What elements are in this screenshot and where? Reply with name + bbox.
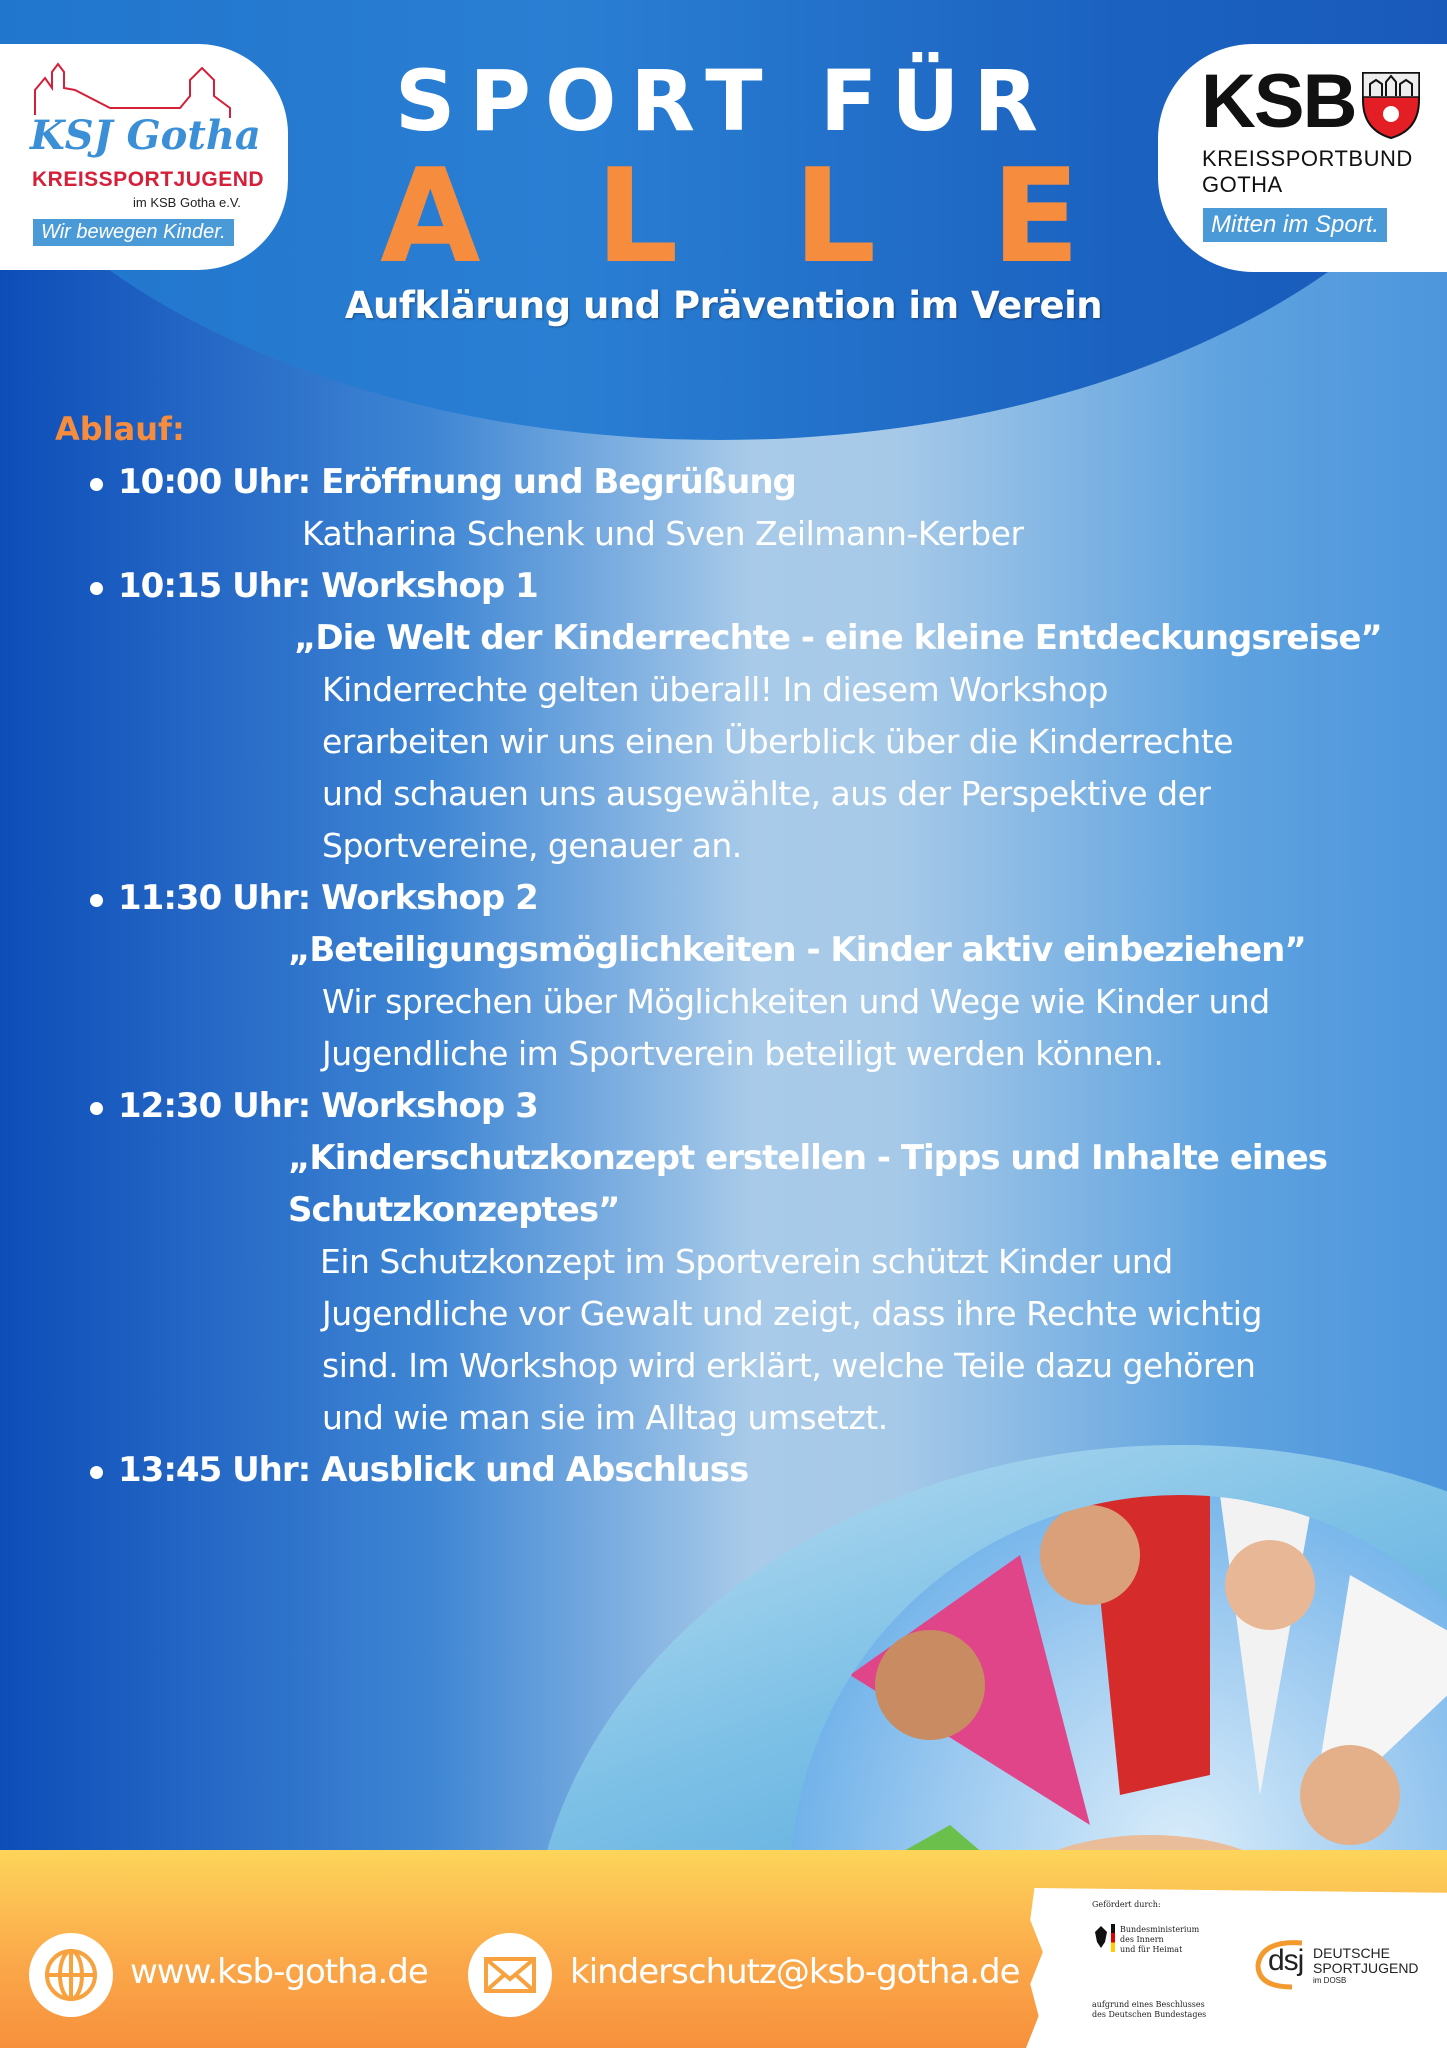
bullet	[90, 1466, 103, 1479]
title-letter: L	[793, 140, 877, 292]
agenda-item-time: 11:30 Uhr: Workshop 2	[118, 878, 538, 918]
dsj-logo-mark: dsj	[1268, 1944, 1304, 1977]
ministry-line: Bundesministerium	[1120, 1925, 1200, 1934]
agenda-item-desc: Wir sprechen über Möglichkeiten und Wege wie Kinder und	[322, 982, 1270, 1021]
agenda-item-title: „Kinderschutzkonzept erstellen - Tipps und Inhalte eines	[288, 1138, 1328, 1178]
resolution-line: aufgrund eines Beschlusses	[1092, 2000, 1205, 2009]
ksj-logo-line1: KREISSPORTJUGEND	[32, 168, 265, 191]
agenda-item-desc: Jugendliche im Sportverein beteiligt werden können.	[322, 1034, 1164, 1073]
flag-stripe	[1111, 1924, 1115, 1952]
page-subtitle: Aufklärung und Prävention im Verein	[344, 284, 1103, 327]
resolution-note	[1092, 2000, 1206, 2020]
agenda-item-desc: und schauen uns ausgewählte, aus der Perspektive der	[322, 774, 1211, 813]
agenda-item-title: „Die Welt der Kinderrechte - eine kleine Entdeckungsreise”	[294, 618, 1382, 658]
ministry-line: und für Heimat	[1120, 1945, 1183, 1954]
ksj-logo-slogan: Wir bewegen Kinder.	[33, 219, 234, 246]
agenda-item-time: 10:00 Uhr: Eröffnung und Begrüßung	[118, 462, 796, 502]
title-letter: L	[595, 140, 679, 292]
agenda-item-desc: sind. Im Workshop wird erklärt, welche Teile dazu gehören	[322, 1346, 1256, 1385]
bullet	[90, 894, 103, 907]
agenda-item-desc: erarbeiten wir uns einen Überblick über die Kinderrechte	[322, 722, 1234, 761]
dsj-logo-text	[1313, 1946, 1419, 1986]
ministry-name	[1120, 1925, 1199, 1955]
ksj-logo-line2: im KSB Gotha e.V.	[133, 195, 241, 210]
agenda-item-desc: Jugendliche vor Gewalt und zeigt, dass ihre Rechte wichtig	[322, 1294, 1262, 1333]
resolution-line: des Deutschen Bundestages	[1092, 2010, 1207, 2019]
agenda-item-time: 13:45 Uhr: Ausblick und Abschluss	[118, 1450, 749, 1490]
agenda-item-desc: und wie man sie im Alltag umsetzt.	[322, 1398, 888, 1437]
bullet	[90, 1102, 103, 1115]
title-letter: E	[991, 140, 1080, 292]
agenda-item-desc: Kinderrechte gelten überall! In diesem Workshop	[322, 670, 1108, 709]
bullet	[90, 582, 103, 595]
agenda-item-title: „Beteiligungsmöglichkeiten - Kinder aktiv einbeziehen”	[288, 930, 1306, 970]
title-letter: A	[380, 140, 481, 292]
ksb-logo-line1: KREISSPORTBUND	[1202, 146, 1413, 171]
title-alle	[380, 140, 1080, 292]
ministry-line: des Innern	[1120, 1935, 1164, 1944]
ksj-logo-name: KSJ Gotha	[30, 112, 261, 159]
agenda-heading: Ablauf:	[55, 410, 185, 448]
agenda-item-desc: Ein Schutzkonzept im Sportverein schützt Kinder und	[320, 1242, 1173, 1281]
envelope-icon	[468, 1933, 552, 2017]
agenda-item-speakers: Katharina Schenk und Sven Zeilmann-Kerber	[302, 514, 1024, 553]
dsj-line: SPORTJUGEND	[1313, 1960, 1419, 1976]
agenda-item-title: Schutzkonzeptes”	[288, 1190, 620, 1230]
funded-by-label: Gefördert durch:	[1092, 1900, 1161, 1909]
ksb-logo-slogan: Mitten im Sport.	[1203, 208, 1387, 242]
dsj-line: im DOSB	[1313, 1976, 1347, 1985]
federal-eagle-icon	[1093, 1924, 1109, 1952]
dsj-line: DEUTSCHE	[1313, 1945, 1391, 1961]
ksb-logo-lines	[1202, 146, 1413, 198]
agenda-item-time: 10:15 Uhr: Workshop 1	[118, 566, 538, 606]
agenda-item-time: 12:30 Uhr: Workshop 3	[118, 1086, 538, 1126]
agenda-item-desc: Sportvereine, genauer an.	[322, 826, 742, 865]
globe-icon	[29, 1933, 113, 2017]
ksb-logo-line2: GOTHA	[1202, 172, 1283, 197]
ksb-logo-name: KSB	[1201, 59, 1356, 144]
email-link[interactable]: kinderschutz@ksb-gotha.de	[570, 1952, 1020, 1992]
website-link[interactable]: www.ksb-gotha.de	[130, 1952, 428, 1992]
bullet	[90, 478, 103, 491]
page-title: SPORT FÜR	[394, 52, 1053, 150]
